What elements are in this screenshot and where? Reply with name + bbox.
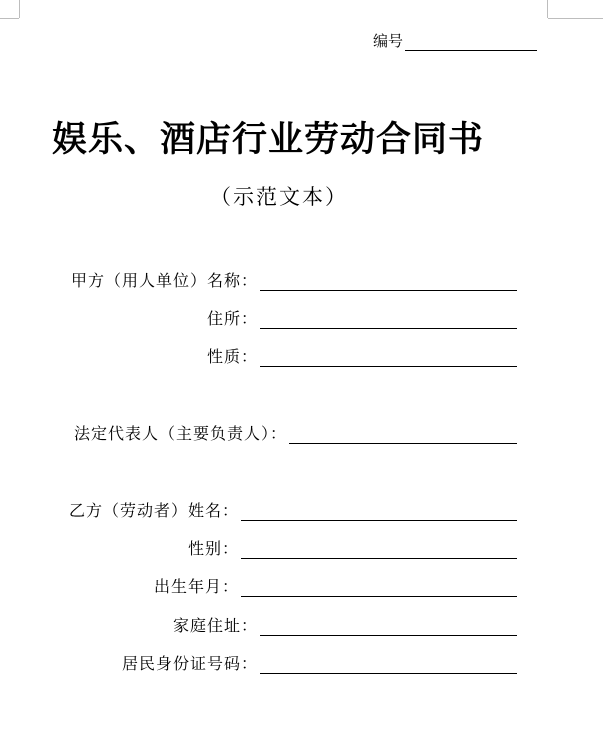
serial-number-field (373, 30, 537, 51)
crop-mark-top-right (548, 18, 603, 19)
party-a-address-label: 住所： (206, 309, 258, 328)
party-b-home-field (173, 613, 517, 636)
party-a-name-label: 甲方（用人单位）名称： (70, 271, 258, 290)
party-a-address-blank[interactable] (260, 314, 517, 329)
party-b-name-label: 乙方（劳动者）姓名： (68, 501, 239, 520)
representative-field (74, 421, 517, 444)
party-a-name-blank[interactable] (260, 276, 517, 291)
party-b-gender-blank[interactable] (241, 544, 517, 559)
crop-mark-top-right (547, 0, 548, 18)
party-a-nature-blank[interactable] (260, 352, 517, 367)
party-b-birth-field (154, 574, 517, 597)
party-b-birth-label: 出生年月： (153, 577, 239, 596)
party-b-birth-blank[interactable] (241, 582, 517, 597)
party-b-home-blank[interactable] (260, 621, 517, 636)
party-a-nature-field (207, 344, 517, 367)
crop-mark-top-left (19, 0, 20, 18)
party-b-home-label: 家庭住址： (172, 616, 258, 635)
party-b-gender-label: 性别： (187, 539, 239, 558)
party-b-name-blank[interactable] (241, 506, 517, 521)
party-b-gender-field (188, 536, 517, 559)
party-b-id-blank[interactable] (260, 659, 517, 674)
crop-mark-top-left (0, 18, 19, 19)
party-b-name-field (69, 498, 517, 521)
representative-blank[interactable] (289, 429, 517, 444)
party-a-address-field (207, 306, 517, 329)
representative-label: 法定代表人（主要负责人）： (73, 424, 287, 443)
party-b-id-field (122, 651, 517, 674)
serial-number-blank[interactable] (405, 34, 537, 51)
document-subtitle: （示范文本） (210, 185, 348, 209)
document-title: 娱乐、酒店行业劳动合同书 (52, 120, 485, 160)
serial-number-label: 编号 (373, 32, 404, 50)
party-a-name-field (71, 268, 517, 291)
party-b-id-label: 居民身份证号码： (121, 654, 258, 673)
party-a-nature-label: 性质： (206, 347, 258, 366)
